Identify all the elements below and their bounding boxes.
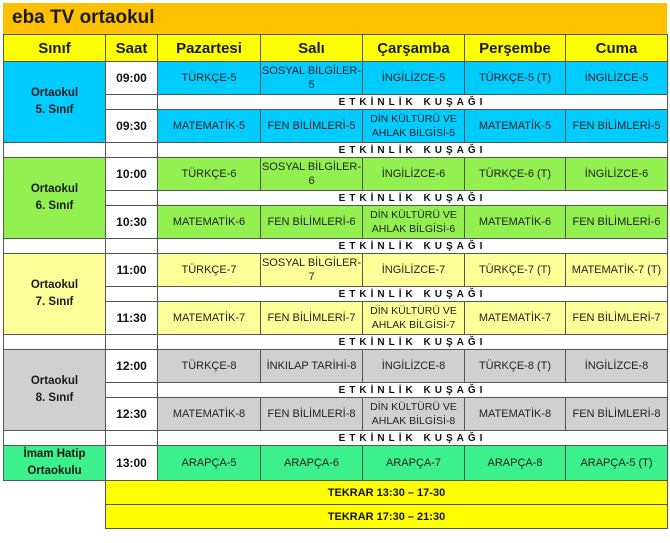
lesson-text: ARAPÇA-6	[283, 457, 340, 469]
time-cell: 11:30	[106, 302, 158, 335]
lesson-text: ARAPÇA-7	[385, 457, 442, 469]
class-label-line1: Ortaokul	[30, 183, 79, 195]
lesson-text: DİN KÜLTÜRÜ VE AHLAK BİLGİSİ-8	[370, 401, 457, 427]
class-label-cell	[4, 62, 106, 143]
lesson-cell-pazartesi	[158, 302, 261, 335]
lesson-cell-persembe	[465, 254, 566, 287]
lesson-cell-pazartesi	[158, 62, 261, 95]
page-title-bar	[3, 3, 667, 34]
time-cell: 09:30	[106, 110, 158, 143]
tekrar-row	[4, 505, 668, 529]
time-cell-empty	[106, 239, 158, 254]
class-label-cell	[4, 254, 106, 335]
lesson-cell-carsamba	[363, 446, 465, 481]
time-cell-empty	[106, 335, 158, 350]
time-cell: 11:00	[106, 254, 158, 287]
lesson-text: TÜRKÇE-7	[181, 264, 237, 276]
lesson-cell-sali	[261, 398, 363, 431]
header-pazartesi: Pazartesi	[158, 35, 261, 62]
etkinlik-kusagi-label: ETKİNLİK KUŞAĞI	[158, 143, 668, 158]
lesson-cell-cuma	[566, 446, 668, 481]
lesson-cell-persembe	[465, 206, 566, 239]
lesson-text: İNGİLİZCE-6	[381, 168, 446, 180]
etkinlik-row	[4, 239, 668, 254]
time-cell: 10:30	[106, 206, 158, 239]
lesson-text: MATEMATİK-7 (T)	[571, 264, 662, 276]
time-cell: 09:00	[106, 62, 158, 95]
lesson-text: TÜRKÇE-7 (T)	[478, 264, 552, 276]
lesson-text: İNGİLİZCE-7	[381, 264, 446, 276]
time-cell: 12:30	[106, 398, 158, 431]
lesson-cell-cuma	[566, 398, 668, 431]
lesson-text: FEN BİLİMLERİ-7	[572, 312, 661, 324]
lesson-cell-cuma	[566, 350, 668, 383]
lesson-cell-sali	[261, 206, 363, 239]
lesson-cell-persembe	[465, 446, 566, 481]
lesson-row	[4, 350, 668, 383]
lesson-text: İNGİLİZCE-6	[584, 168, 649, 180]
lesson-text: TÜRKÇE-5	[181, 72, 237, 84]
class-label-line1: Ortaokul	[30, 375, 79, 387]
lesson-text: ARAPÇA-5	[181, 457, 237, 469]
lesson-cell-cuma	[566, 110, 668, 143]
lesson-text: İNGİLİZCE-8	[584, 360, 649, 372]
lesson-cell-carsamba	[363, 398, 465, 431]
lesson-cell-cuma	[566, 254, 668, 287]
lesson-text: DİN KÜLTÜRÜ VE AHLAK BİLGİSİ-7	[370, 305, 457, 331]
lesson-cell-carsamba	[363, 110, 465, 143]
lesson-cell-pazartesi	[158, 254, 261, 287]
class-label-cell	[4, 350, 106, 431]
time-cell-empty	[106, 191, 158, 206]
header-carsamba: Çarşamba	[363, 35, 465, 62]
lesson-text: İNKILAP TARİHİ-8	[266, 360, 357, 372]
lesson-text: ARAPÇA-5 (T)	[580, 457, 653, 469]
lesson-text: MATEMATİK-7	[172, 312, 246, 324]
class-label-line2: Ortaokulu	[27, 465, 82, 477]
lesson-text: İNGİLİZCE-5	[381, 72, 446, 84]
class-label-line2: 8. Sınıf	[35, 392, 74, 404]
lesson-cell-carsamba	[363, 350, 465, 383]
lesson-text: MATEMATİK-7	[478, 312, 552, 324]
etkinlik-row	[4, 431, 668, 446]
lesson-text-line: SOSYAL BİLGİLER-	[261, 161, 362, 173]
lesson-text: MATEMATİK-8	[172, 408, 246, 420]
lesson-text: FEN BİLİMLERİ-5	[572, 120, 661, 132]
etkinlik-row	[4, 143, 668, 158]
lesson-cell-carsamba	[363, 158, 465, 191]
lesson-cell-cuma	[566, 302, 668, 335]
lesson-text: TÜRKÇE-5 (T)	[478, 72, 552, 84]
lesson-cell-pazartesi	[158, 110, 261, 143]
etkinlik-kusagi-label: ETKİNLİK KUŞAĞI	[158, 431, 668, 446]
page-title: eba TV ortaokul	[12, 7, 155, 28]
lesson-text: MATEMATİK-8	[478, 408, 552, 420]
lesson-row	[4, 158, 668, 191]
lesson-text: TÜRKÇE-8 (T)	[478, 360, 552, 372]
lesson-text: TÜRKÇE-6 (T)	[478, 168, 552, 180]
lesson-row	[4, 254, 668, 287]
header-persembe: Perşembe	[465, 35, 566, 62]
lesson-cell-persembe	[465, 110, 566, 143]
lesson-text: DİN KÜLTÜRÜ VE AHLAK BİLGİSİ-5	[370, 113, 457, 139]
lesson-cell-sali	[261, 62, 363, 95]
lesson-cell-carsamba	[363, 302, 465, 335]
lesson-cell-carsamba	[363, 206, 465, 239]
lesson-text: MATEMATİK-6	[478, 216, 552, 228]
lesson-text: TÜRKÇE-8	[181, 360, 237, 372]
lesson-text: MATEMATİK-5	[478, 120, 552, 132]
lesson-cell-sali	[261, 158, 363, 191]
etkinlik-kusagi-label: ETKİNLİK KUŞAĞI	[158, 191, 668, 206]
etkinlik-kusagi-label: ETKİNLİK KUŞAĞI	[158, 335, 668, 350]
lesson-text: FEN BİLİMLERİ-6	[267, 216, 356, 228]
class-label-cell	[4, 446, 106, 481]
etkinlik-kusagi-label: ETKİNLİK KUŞAĞI	[158, 383, 668, 398]
lesson-text: MATEMATİK-5	[172, 120, 246, 132]
lesson-text-line: 5	[308, 79, 315, 91]
spacer	[4, 505, 106, 529]
lesson-cell-persembe	[465, 158, 566, 191]
time-cell: 12:00	[106, 350, 158, 383]
lesson-cell-pazartesi	[158, 446, 261, 481]
lesson-cell-pazartesi	[158, 158, 261, 191]
class-cell-empty	[4, 239, 106, 254]
lesson-text-line: SOSYAL BİLGİLER-	[261, 257, 362, 269]
time-cell: 13:00	[106, 446, 158, 481]
etkinlik-kusagi-label: ETKİNLİK KUŞAĞI	[158, 287, 668, 302]
lesson-text: FEN BİLİMLERİ-6	[572, 216, 661, 228]
class-label-line1: Ortaokul	[30, 87, 79, 99]
lesson-cell-pazartesi	[158, 206, 261, 239]
time-cell-empty	[106, 143, 158, 158]
lesson-text: TÜRKÇE-6	[181, 168, 237, 180]
lesson-text: DİN KÜLTÜRÜ VE AHLAK BİLGİSİ-6	[370, 209, 457, 235]
lesson-cell-sali	[261, 446, 363, 481]
lesson-text: FEN BİLİMLERİ-5	[267, 120, 356, 132]
class-label-line2: 5. Sınıf	[35, 104, 74, 116]
lesson-text: FEN BİLİMLERİ-8	[267, 408, 356, 420]
lesson-cell-sali	[261, 254, 363, 287]
header-row	[4, 35, 668, 62]
time-cell-empty	[106, 287, 158, 302]
lesson-row	[4, 62, 668, 95]
lesson-text: FEN BİLİMLERİ-8	[572, 408, 661, 420]
etkinlik-kusagi-label: ETKİNLİK KUŞAĞI	[158, 95, 668, 110]
lesson-row	[4, 446, 668, 481]
lesson-cell-pazartesi	[158, 350, 261, 383]
tekrar-cell: TEKRAR 13:30 – 17-30	[106, 481, 668, 505]
time-cell: 10:00	[106, 158, 158, 191]
lesson-cell-persembe	[465, 62, 566, 95]
class-cell-empty	[4, 143, 106, 158]
lesson-text: MATEMATİK-6	[172, 216, 246, 228]
lesson-cell-carsamba	[363, 62, 465, 95]
header-saat: Saat	[106, 35, 158, 62]
class-cell-empty	[4, 335, 106, 350]
lesson-cell-persembe	[465, 398, 566, 431]
lesson-text: İNGİLİZCE-8	[381, 360, 446, 372]
header-sinif: Sınıf	[4, 35, 106, 62]
lesson-text-line: SOSYAL BİLGİLER-	[261, 65, 362, 77]
lesson-cell-persembe	[465, 302, 566, 335]
lesson-cell-carsamba	[363, 254, 465, 287]
tekrar-row	[4, 481, 668, 505]
time-cell-empty	[106, 383, 158, 398]
lesson-cell-sali	[261, 350, 363, 383]
etkinlik-kusagi-label: ETKİNLİK KUŞAĞI	[158, 239, 668, 254]
class-label-line1: Ortaokul	[30, 279, 79, 291]
class-label-line1: İmam Hatip	[23, 448, 86, 460]
lesson-cell-sali	[261, 110, 363, 143]
header-sali: Salı	[261, 35, 363, 62]
lesson-cell-cuma	[566, 158, 668, 191]
lesson-text-line: 7	[308, 271, 315, 283]
class-label-line2: 7. Sınıf	[35, 296, 74, 308]
lesson-cell-cuma	[566, 62, 668, 95]
header-cuma: Cuma	[566, 35, 668, 62]
schedule-table	[3, 34, 668, 529]
class-cell-empty	[4, 431, 106, 446]
lesson-text-line: 6	[308, 175, 315, 187]
tekrar-cell: TEKRAR 17:30 – 21:30	[106, 505, 668, 529]
lesson-text: İNGİLİZCE-5	[584, 72, 649, 84]
time-cell-empty	[106, 95, 158, 110]
class-label-cell	[4, 158, 106, 239]
class-label-line2: 6. Sınıf	[35, 200, 74, 212]
lesson-text: FEN BİLİMLERİ-7	[267, 312, 356, 324]
lesson-cell-cuma	[566, 206, 668, 239]
lesson-text: ARAPÇA-8	[487, 457, 543, 469]
lesson-cell-persembe	[465, 350, 566, 383]
lesson-cell-pazartesi	[158, 398, 261, 431]
spacer	[4, 481, 106, 505]
lesson-cell-sali	[261, 302, 363, 335]
etkinlik-row	[4, 335, 668, 350]
time-cell-empty	[106, 431, 158, 446]
